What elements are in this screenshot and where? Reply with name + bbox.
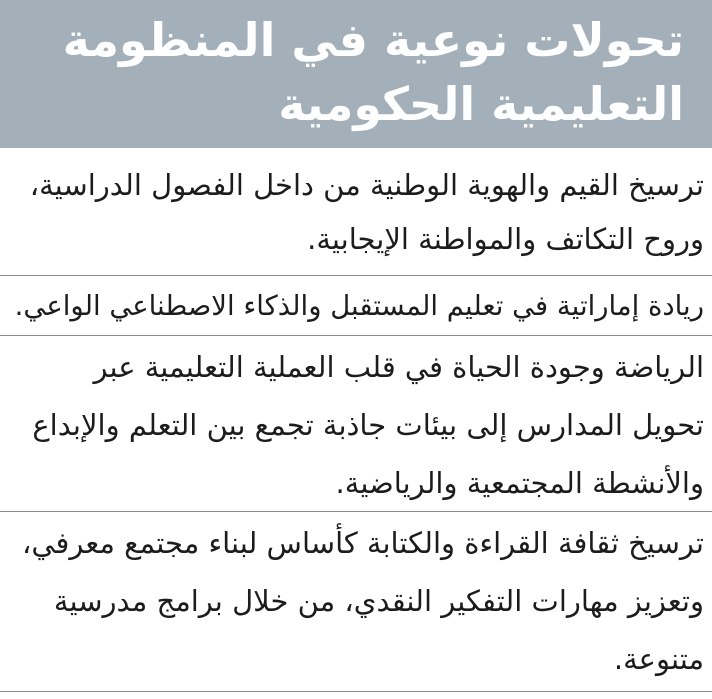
- header-title-line-1: تحولات نوعية في المنظومة: [62, 13, 684, 67]
- infobox-header: [0, 0, 712, 148]
- list-item-line: وتعزيز مهارات التفكير النقدي، من خلال برامج مدرسية: [53, 584, 704, 618]
- list-item-line: ريادة إماراتية في تعليم المستقبل والذكاء الاصطناعي الواعي.: [14, 290, 704, 322]
- list-item-line: تحويل المدارس إلى بيئات جاذبة تجمع بين التعلم والإبداع: [32, 408, 704, 442]
- list-item-line: الرياضة وجودة الحياة في قلب العملية التعليمية عبر: [93, 350, 704, 384]
- list-item-line: ترسيخ ثقافة القراءة والكتابة كأساس لبناء مجتمع معرفي،: [21, 526, 704, 560]
- list-item-ai-leadership: [0, 276, 712, 336]
- transformations-list: [0, 148, 712, 692]
- header-title-line-2: التعليمية الحكومية: [278, 77, 684, 131]
- list-item-line: وروح التكاتف والمواطنة الإيجابية.: [307, 222, 704, 256]
- list-item-values-identity: [0, 148, 712, 276]
- list-item-line: متنوعة.: [613, 642, 704, 676]
- list-item-sports-wellbeing: [0, 336, 712, 512]
- list-item-reading-culture: [0, 512, 712, 692]
- list-item-line: ترسيخ القيم والهوية الوطنية من داخل الفصول الدراسية،: [29, 168, 704, 202]
- list-item-line: والأنشطة المجتمعية والرياضية.: [335, 466, 704, 500]
